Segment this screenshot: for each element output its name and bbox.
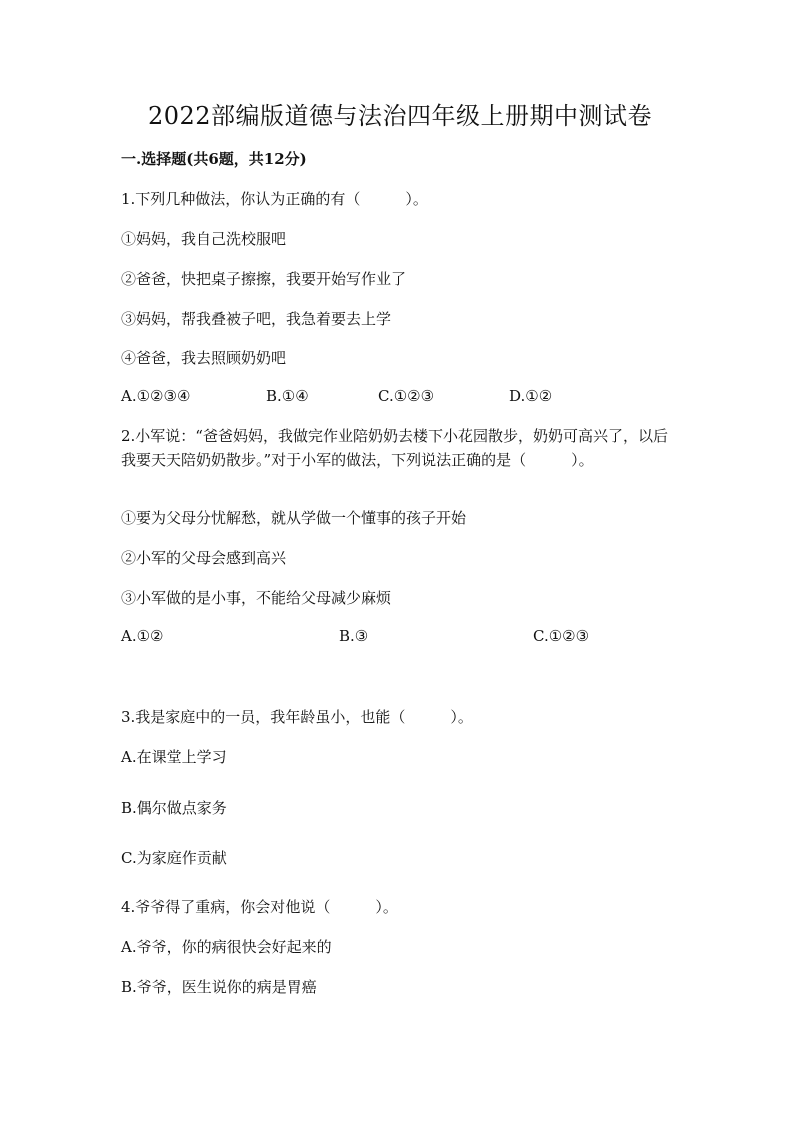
question-1-option-c: C.①②③ [378, 387, 435, 405]
question-4-stem: 4.爷爷得了重病，你会对他说（ ）。 [121, 898, 398, 916]
page-title: 2022部编版道德与法治四年级上册期中测试卷 [147, 102, 653, 130]
question-1-item: ①妈妈，我自己洗校服吧 [121, 230, 287, 248]
question-2-item: ③小军做的是小事，不能给父母减少麻烦 [121, 589, 392, 607]
question-3-option-c: C.为家庭作贡献 [121, 849, 227, 867]
section-header: 一.选择题(共6题，共12分) [121, 150, 307, 168]
question-2-item: ②小军的父母会感到高兴 [121, 549, 287, 567]
question-3-option-a: A.在课堂上学习 [121, 748, 227, 766]
question-2-stem: 2.小军说：“爸爸妈妈，我做完作业陪奶奶去楼下小花园散步，奶奶可高兴了，以后我要天天陪奶奶散步。”对于小军的做法，下列说法正确的是（ ）。 [121, 427, 668, 469]
question-1-item: ④爸爸，我去照顾奶奶吧 [121, 349, 287, 367]
question-1-stem: 1.下列几种做法，你认为正确的有（ ）。 [121, 190, 428, 208]
question-1-item: ②爸爸，快把桌子擦擦，我要开始写作业了 [121, 270, 407, 288]
question-2-item: ①要为父母分忧解愁，就从学做一个懂事的孩子开始 [121, 509, 467, 527]
question-1-option-d: D.①② [509, 387, 553, 405]
question-1-option-b: B.①④ [266, 387, 309, 405]
question-1-item: ③妈妈，帮我叠被子吧，我急着要去上学 [121, 310, 392, 328]
question-4-option-b: B.爷爷，医生说你的病是胃癌 [121, 978, 317, 996]
question-2-option-b: B.③ [339, 627, 369, 645]
question-3-option-b: B.偶尔做点家务 [121, 799, 227, 817]
question-1-option-a: A.①②③④ [121, 387, 191, 405]
question-2-option-a: A.①② [121, 627, 164, 645]
question-2-option-c: C.①②③ [533, 627, 590, 645]
question-3-stem: 3.我是家庭中的一员，我年龄虽小，也能（ ）。 [121, 708, 473, 726]
question-4-option-a: A.爷爷，你的病很快会好起来的 [121, 938, 332, 956]
